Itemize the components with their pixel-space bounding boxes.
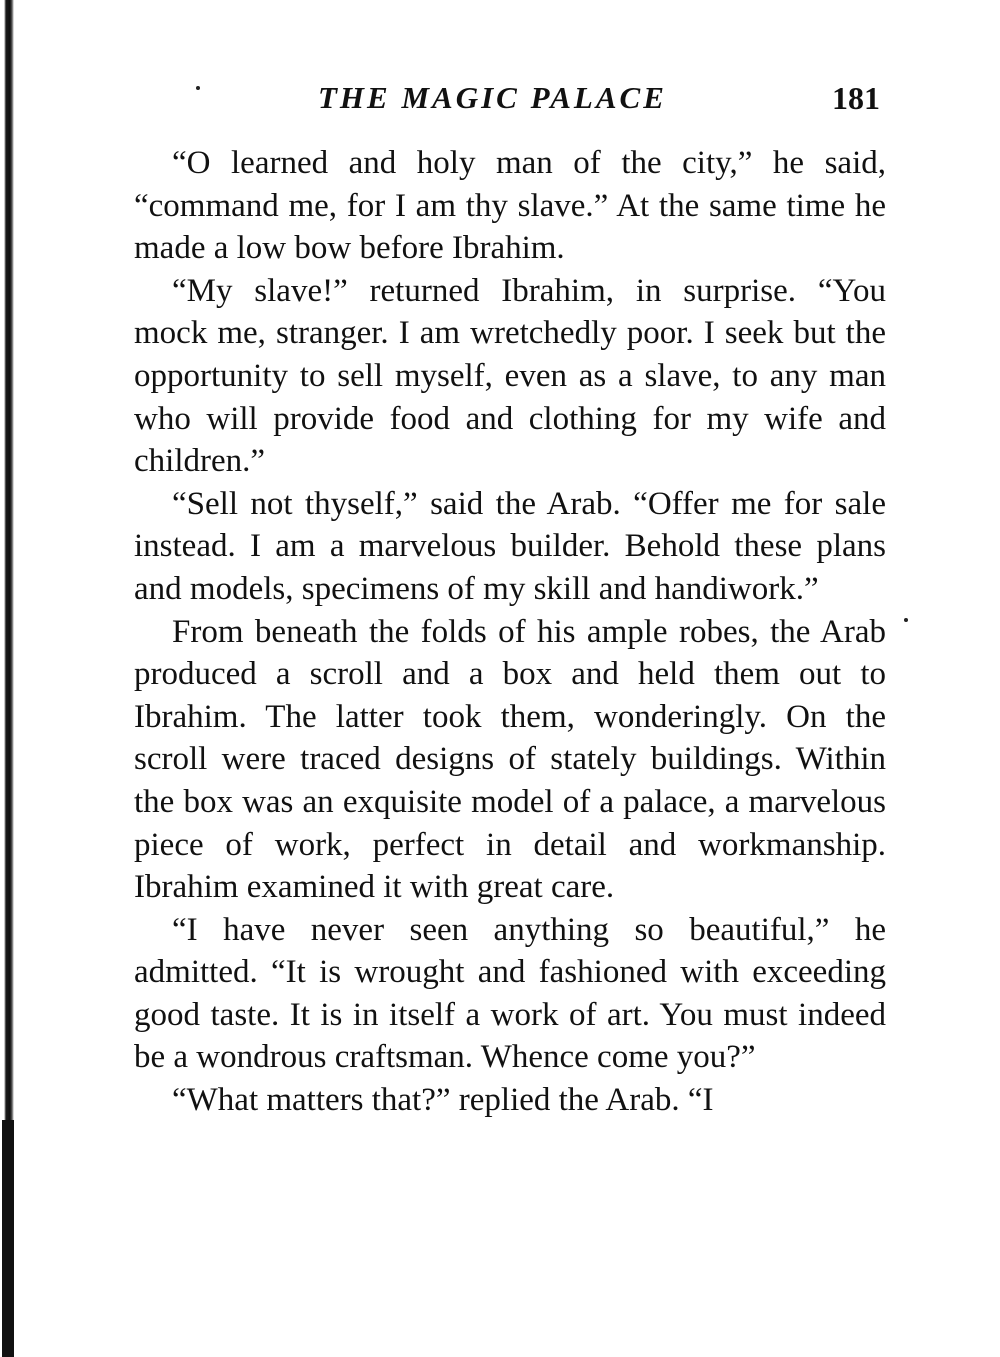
paragraph: “O learned and holy man of the city,” he said, “command me, for I am thy slave.” At the same time he made a low bow before Ibrahim. xyxy=(134,145,886,267)
running-head xyxy=(0,76,1000,120)
running-head-title: THE MAGIC PALACE xyxy=(318,80,667,115)
print-speck xyxy=(904,618,908,622)
paragraph: “Sell not thyself,” said the Arab. “Offer me for sale instead. I am a marvelous builder. Behold these plans and models, specimens of my skill and handiwork.” xyxy=(134,485,886,607)
paragraph: From beneath the folds of his ample robes, the Arab produced a scroll and a box and held them out to Ibrahim. The latter took them, wonderingly. On the scroll were traced designs of stately buildings. Within the box was an exquisite model of a palace, a marvelous piece of work, perfect in detail and workmanship. Ibrahim examined it with great care. xyxy=(134,613,886,906)
paragraph: “What matters that?” replied the Arab. “I xyxy=(172,1082,714,1119)
paragraph: “I have never seen anything so beautiful,” he admitted. “It is wrought and fashioned with exceeding good taste. It is in itself a work of art. You must indeed be a wondrous craftsman. Whence come you?” xyxy=(134,911,886,1076)
paragraph: “My slave!” returned Ibrahim, in surprise. “You mock me, stranger. I am wretchedly poor. I seek but the opportunity to sell myself, even as a slave, to any man who will provide food and clothing for my wife and children.” xyxy=(134,272,886,480)
page-number: 181 xyxy=(832,80,880,116)
body-text xyxy=(134,142,886,1122)
book-binding-edge xyxy=(0,0,14,1357)
